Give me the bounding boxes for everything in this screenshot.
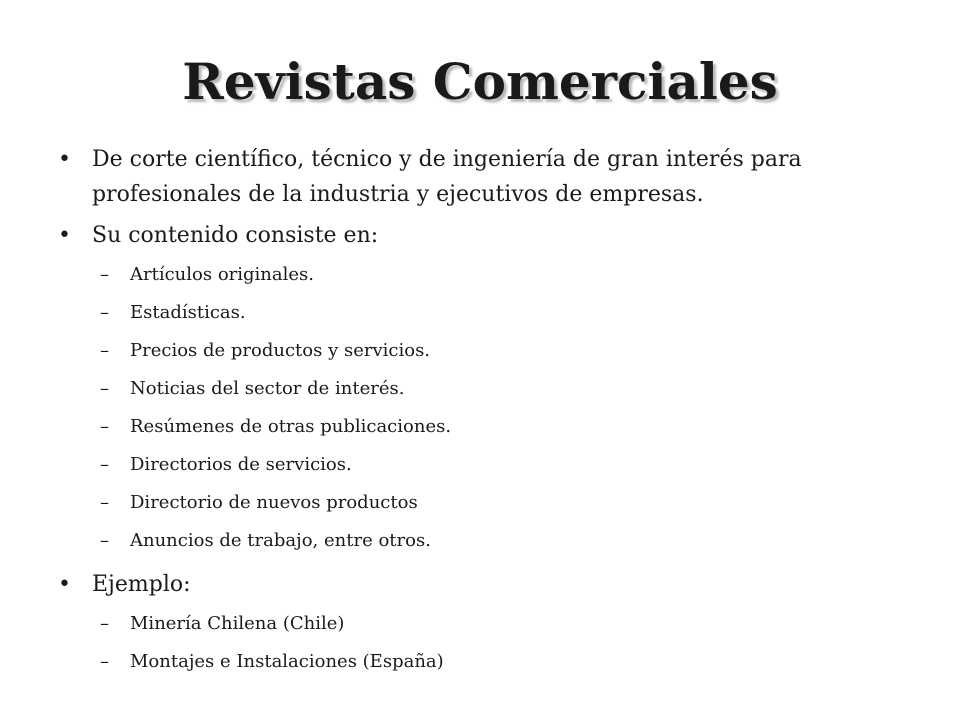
dash-icon: – [100, 302, 109, 323]
bullet-item [58, 567, 918, 602]
bullet-text: Ejemplo: [92, 572, 191, 597]
bullet-icon: • [58, 572, 71, 597]
slide-title: Revistas Comerciales [182, 52, 778, 111]
bullet-text: De corte científico, técnico y de ingeniería de gran interés para profesionales de la industria y ejecutivos de empresas. [92, 147, 802, 207]
sub-bullet-text: Montajes e Instalaciones (España) [130, 651, 444, 672]
bullet-text: Su contenido consiste en: [92, 223, 379, 248]
sub-bullet-item [58, 263, 918, 301]
bullet-item [58, 142, 918, 212]
sub-bullet-text: Precios de productos y servicios. [130, 340, 431, 361]
sub-bullet-item [58, 612, 918, 650]
sub-bullet-text: Directorios de servicios. [130, 454, 352, 475]
dash-icon: – [100, 530, 109, 551]
dash-icon: – [100, 416, 109, 437]
dash-icon: – [100, 651, 109, 672]
sub-bullet-text: Minería Chilena (Chile) [130, 613, 345, 634]
dash-icon: – [100, 492, 109, 513]
sub-bullet-item [58, 650, 918, 688]
sub-bullet-item [58, 301, 918, 339]
dash-icon: – [100, 378, 109, 399]
sub-bullet-item [58, 339, 918, 377]
sub-bullet-item [58, 529, 918, 567]
sub-bullet-item [58, 377, 918, 415]
sub-bullet-text: Estadísticas. [130, 302, 246, 323]
sub-bullet-text: Resúmenes de otras publicaciones. [130, 416, 452, 437]
sub-bullet-item [58, 453, 918, 491]
sub-bullet-text: Artículos originales. [130, 264, 314, 285]
dash-icon: – [100, 454, 109, 475]
sub-bullet-item [58, 415, 918, 453]
dash-icon: – [100, 264, 109, 285]
bullet-icon: • [58, 147, 71, 172]
sub-bullet-text: Directorio de nuevos productos [130, 492, 418, 513]
sub-bullet-text: Anuncios de trabajo, entre otros. [130, 530, 431, 551]
slide-content [58, 142, 918, 688]
bullet-icon: • [58, 223, 71, 248]
bullet-item [58, 218, 918, 253]
sub-bullet-item [58, 491, 918, 529]
dash-icon: – [100, 613, 109, 634]
dash-icon: – [100, 340, 109, 361]
sub-bullet-text: Noticias del sector de interés. [130, 378, 405, 399]
